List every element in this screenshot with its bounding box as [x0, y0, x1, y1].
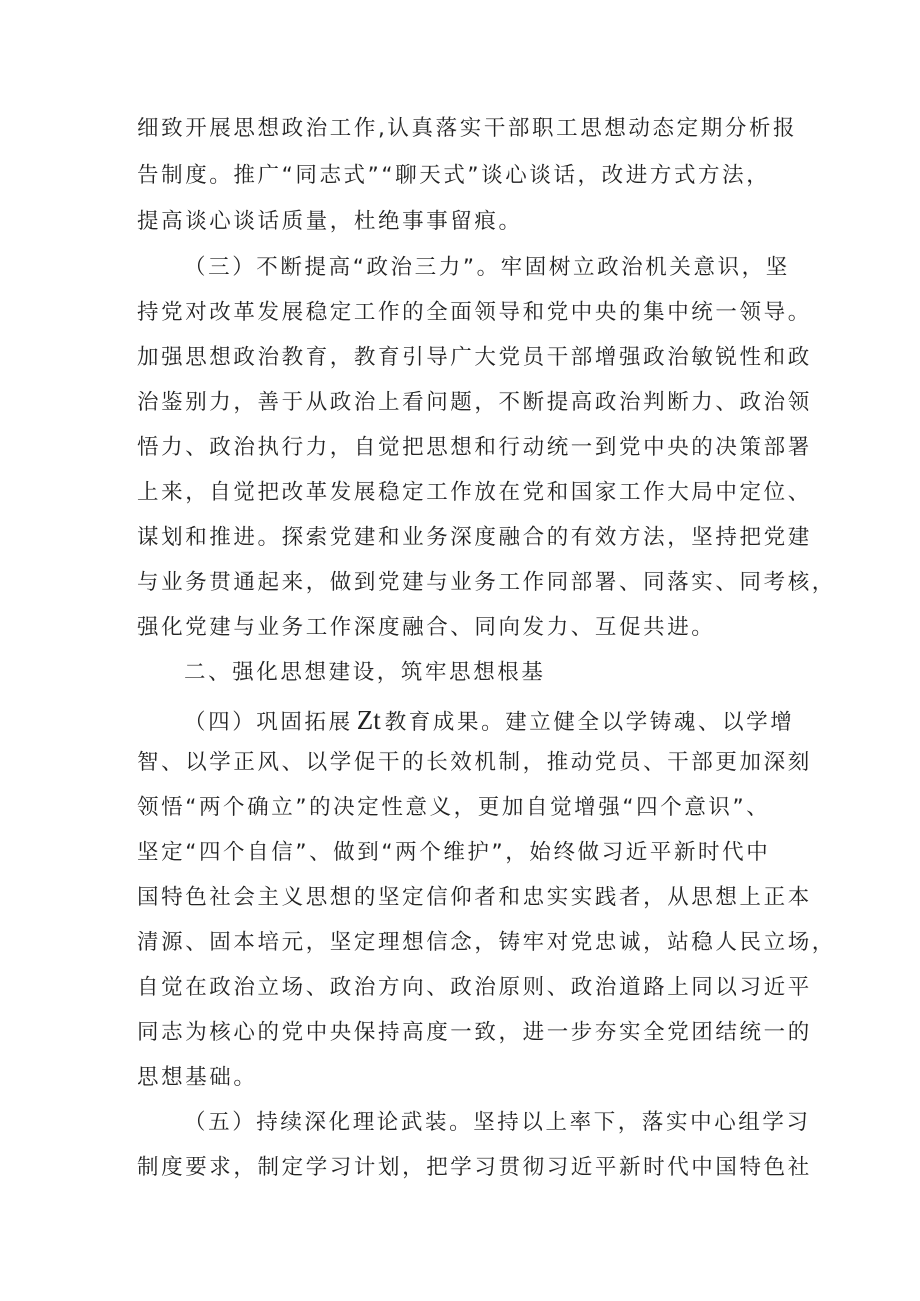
paragraph-three-heading-line: （三）不断提高“政治三力”。牢固树立政治机关意识，坚: [184, 255, 790, 280]
text-line: 告制度。推广“同志式”“聊天式”谈心谈话，改进方式方法，: [137, 163, 771, 188]
text-line: 提高谈心谈话质量，杜绝事事留痕。: [137, 209, 523, 234]
text-line: 细致开展思想政治工作,认真落实干部职工思想动态定期分析报: [137, 116, 798, 141]
text-line: 领悟“两个确立”的决定性意义，更加自觉增强“四个意识”、: [137, 795, 771, 820]
text-line: 加强思想政治教育，教育引导广大党员干部增强政治敏锐性和政: [137, 345, 812, 370]
text-line: 强化党建与业务工作深度融合、同向发力、互促共进。: [137, 615, 716, 640]
text-line: 治鉴别力，善于从政治上看问题，不断提高政治判断力、政治领: [137, 390, 812, 415]
para4-before: （四）巩固拓展: [184, 710, 353, 735]
para4-after: 教育成果。建立健全以学铸魂、以学增: [384, 710, 795, 735]
text-line: 谋划和推进。探索党建和业务深度融合的有效方法，坚持把党建: [137, 525, 812, 550]
text-line: 上来，自觉把改革发展稳定工作放在党和国家工作大局中定位、: [137, 480, 812, 505]
text-line: 坚定“四个自信”、做到“两个维护”，始终做习近平新时代中: [137, 840, 771, 865]
text-line: 悟力、政治执行力，自觉把思想和行动统一到党中央的决策部署: [137, 435, 812, 460]
text-line: 思想基础。: [137, 1065, 258, 1090]
text-line: 与业务贯通起来，做到党建与业务工作同部署、同落实、同考核，: [137, 570, 836, 595]
text-line: 制度要求，制定学习计划，把学习贯彻习近平新时代中国特色社: [137, 1155, 812, 1180]
para4-zt: Zt: [356, 705, 381, 735]
text-line: 同志为核心的党中央保持高度一致，进一步夯实全党团结统一的: [137, 1020, 812, 1045]
text-line: 自觉在政治立场、政治方向、政治原则、政治道路上同以习近平: [137, 975, 812, 1000]
paragraph-five-heading-line: （五）持续深化理论武装。坚持以上率下，落实中心组学习: [184, 1110, 811, 1135]
section-heading: 二、强化思想建设，筑牢思想根基: [184, 660, 546, 685]
paragraph-four-heading-line: [184, 707, 794, 734]
text-line: 持党对改革发展稳定工作的全面领导和党中央的集中统一领导。: [137, 300, 812, 325]
text-line: 智、以学正风、以学促干的长效机制，推动党员、干部更加深刻: [137, 750, 812, 775]
text-line: 清源、固本培元，坚定理想信念，铸牢对党忠诚，站稳人民立场，: [137, 930, 836, 955]
text-line: 国特色社会主义思想的坚定信仰者和忠实实践者，从思想上正本: [137, 885, 812, 910]
